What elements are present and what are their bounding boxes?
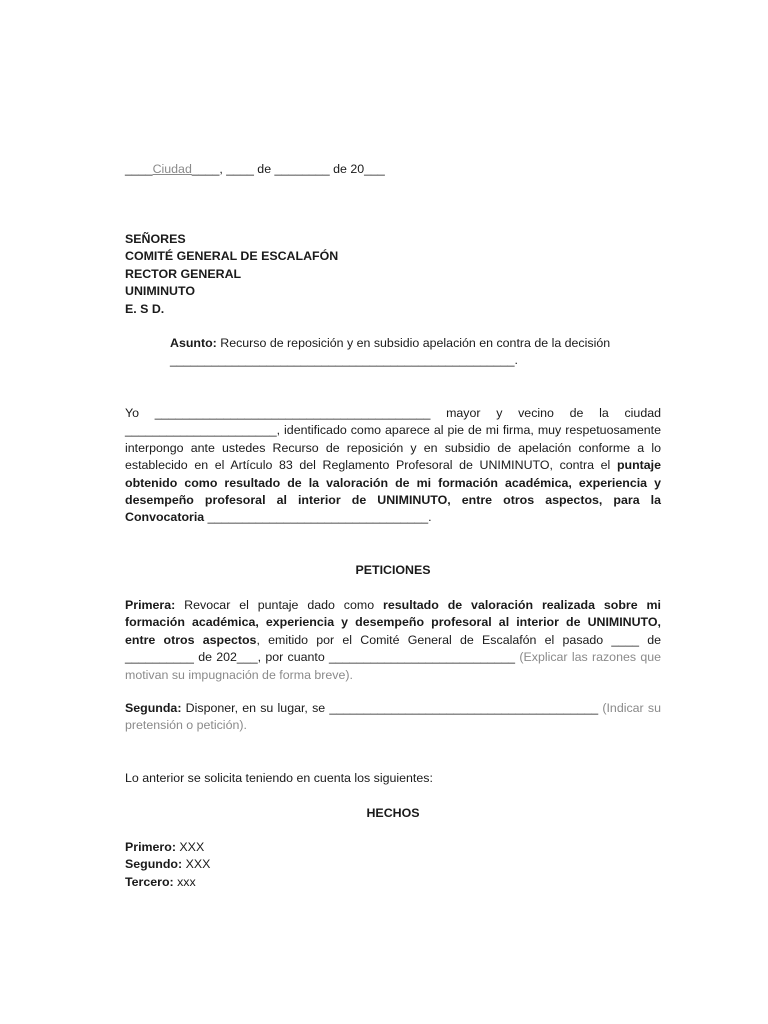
subject-text: Recurso de reposición y en subsidio apelación en contra de la decisión [216,336,611,350]
peticion-primera [125,597,661,684]
subject-blank: __________________________________________________. [170,353,518,368]
date-line [125,161,661,178]
addressee-line: COMITÉ GENERAL DE ESCALAFÓN [125,249,339,264]
body-text-bold: puntaje obtenido como resultado de la valoración de mi formación académica, experiencia y desempeño profesoral al interior de UNIMINUTO, entre otros aspectos, para la Convocatoria [125,458,661,525]
segunda-text: Disponer, en su lugar, se _______________________________________ [181,701,603,715]
hechos-intro: Lo anterior se solicita teniendo en cuenta los siguientes: [125,771,433,785]
primera-text-1: Revocar el puntaje dado como [175,598,384,612]
subject-block [170,335,661,370]
addressee-line: SEÑORES [125,232,186,246]
body-text-1: Yo ________________________________________ mayor y vecino de la ciudad ______________________, identificado como aparece al pie de mi firma, muy respetuosamente interpongo ante ustedes Recurso de reposición y en subsidio de apelación conforme a lo establecido en el Artículo 83 del Reglamento Profesoral de UNIMINUTO, contra el [125,406,661,473]
addressee-line: UNIMINUTO [125,284,195,299]
hechos-list [125,839,661,891]
peticiones-heading: PETICIONES [355,563,431,577]
hecho-value: XXX [182,857,211,872]
hecho-value: XXX [175,840,205,854]
addressee-line: E. S D. [125,301,165,316]
addressee-line: RECTOR GENERAL [125,266,242,281]
subject-label: Asunto: [170,336,217,350]
segunda-hint: (Indicar su pretensión o petición). [125,701,661,733]
primera-text-bold: resultado de valoración realizada sobre mi formación académica, experiencia y desempeño profesoral al interior de UNIMINUTO, entre otros aspectos [125,598,661,647]
body-paragraph [125,405,661,527]
list-item [125,839,661,856]
list-item [125,874,661,891]
addressee-block [125,231,661,318]
hecho-value: xxx [173,874,196,889]
city-placeholder: Ciudad [152,162,192,176]
hechos-heading: HECHOS [366,806,420,820]
date-prefix: ____ [125,162,153,176]
primera-label: Primera: [125,598,176,612]
date-rest: ____, ____ de ________ de 20___ [191,162,385,176]
segunda-label: Segunda: [125,701,182,715]
peticion-segunda [125,700,661,735]
list-item [125,856,661,873]
primera-text-3: , emitido por el Comité General de Escalafón el pasado ____ de __________ de 202___, por cuanto ___________________________ [125,632,661,665]
primera-hint: (Explicar las razones que motivan su impugnación de forma breve). [125,650,661,682]
hecho-label: Primero: [125,840,176,854]
body-text-3: ________________________________. [204,510,432,525]
hecho-label: Segundo: [125,857,183,872]
hecho-label: Tercero: [125,874,174,889]
